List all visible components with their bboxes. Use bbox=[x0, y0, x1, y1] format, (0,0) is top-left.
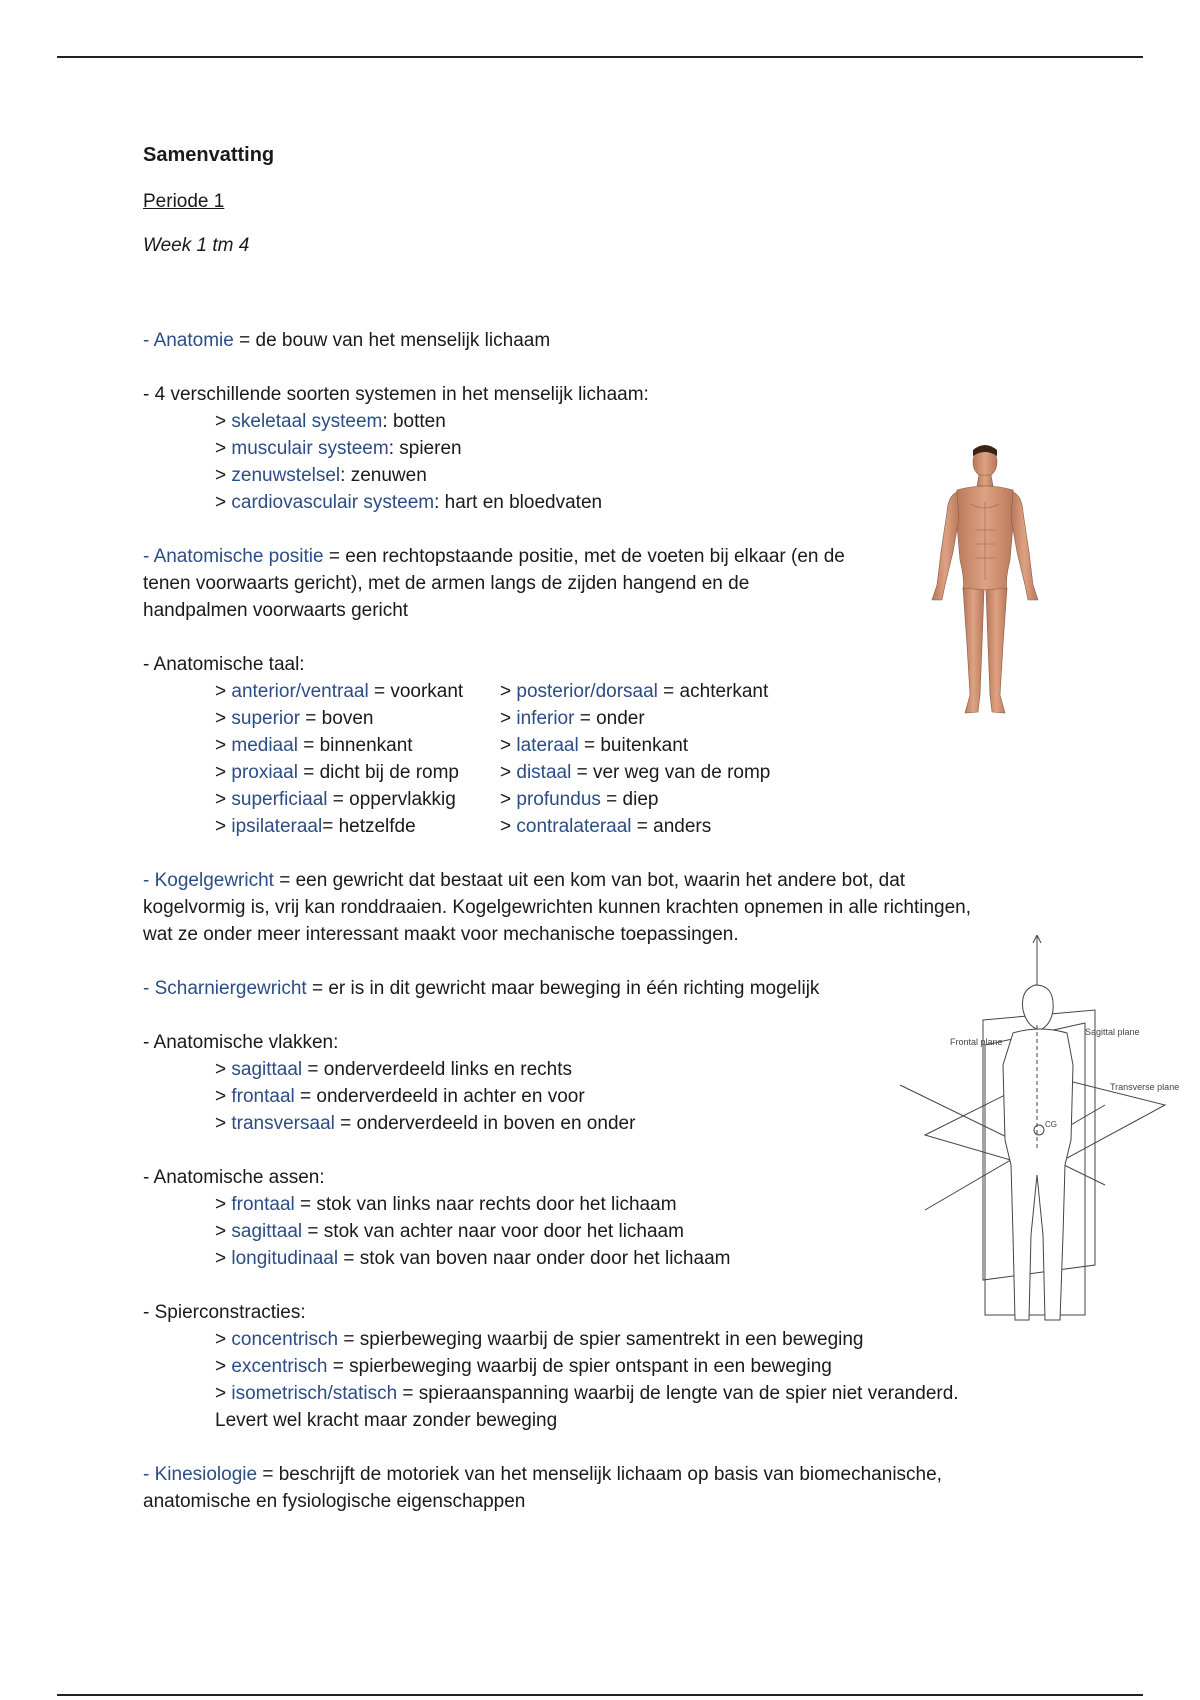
list-item: > ipsilateraal= hetzelfde bbox=[215, 816, 416, 837]
list-item: > posterior/dorsaal = achterkant bbox=[500, 681, 769, 702]
kogel-definition: - Kogelgewricht = een gewricht dat bestaat uit een kom van bot, waarin het andere bot, dat kogelvormig is, vrij kan ronddraaien. Kogelgewrichten kunnen krachten opnemen in alle richtingen, wat ze onder meer interessant maakt voor mechanische toepassingen. bbox=[143, 870, 972, 945]
positie-definition: - Anatomische positie = een rechtopstaande positie, met de voeten bij elkaar (en de tenen voorwaarts gericht), met de armen langs de zijden hangend en de handpalmen voorwaarts gericht bbox=[143, 546, 845, 621]
list-item: > frontaal = onderverdeeld in achter en voor bbox=[215, 1086, 585, 1107]
systems-heading: - 4 verschillende soorten systemen in het menselijk lichaam: bbox=[143, 384, 649, 405]
list-item: > concentrisch = spierbeweging waarbij de spier samentrekt in een beweging bbox=[215, 1329, 864, 1350]
vlakken-heading: - Anatomische vlakken: bbox=[143, 1032, 339, 1053]
assen-heading: - Anatomische assen: bbox=[143, 1167, 325, 1188]
scharnier-definition: - Scharniergewricht = er is in dit gewricht maar beweging in één richting mogelijk bbox=[143, 978, 820, 999]
anatomical-planes-diagram bbox=[895, 935, 1185, 1330]
spier-heading: - Spierconstracties: bbox=[143, 1302, 306, 1323]
taal-section bbox=[143, 651, 1043, 840]
week-heading: Week 1 tm 4 bbox=[143, 235, 250, 256]
list-item: > musculair systeem: spieren bbox=[215, 438, 462, 459]
list-item: > transversaal = onderverdeeld in boven en onder bbox=[215, 1113, 636, 1134]
list-item: > sagittaal = stok van achter naar voor door het lichaam bbox=[215, 1221, 684, 1242]
list-item: > excentrisch = spierbeweging waarbij de spier ontspant in een beweging bbox=[215, 1356, 832, 1377]
list-item: > mediaal = binnenkant bbox=[215, 735, 413, 756]
systems-section bbox=[143, 381, 1043, 516]
sagittal-plane-label: Sagittal plane bbox=[1085, 1027, 1140, 1037]
anatomical-position-figure bbox=[915, 440, 1055, 725]
list-item: > inferior = onder bbox=[500, 708, 645, 729]
list-item: > skeletaal systeem: botten bbox=[215, 411, 446, 432]
list-item: > distaal = ver weg van de romp bbox=[500, 762, 771, 783]
document-title: Samenvatting bbox=[143, 144, 275, 166]
list-item: > superior = boven bbox=[215, 708, 374, 729]
header-rule bbox=[57, 56, 1143, 58]
list-item: > profundus = diep bbox=[500, 789, 659, 810]
list-item: > frontaal = stok van links naar rechts door het lichaam bbox=[215, 1194, 677, 1215]
frontal-plane-label: Frontal plane bbox=[950, 1037, 1003, 1047]
cg-label: CG bbox=[1045, 1120, 1057, 1129]
footer-rule bbox=[57, 1694, 1143, 1696]
anatomie-definition: - Anatomie = de bouw van het menselijk lichaam bbox=[143, 330, 551, 351]
transverse-plane-label: Transverse plane bbox=[1110, 1082, 1180, 1092]
list-item: > cardiovasculair systeem: hart en bloedvaten bbox=[215, 492, 603, 513]
period-heading: Periode 1 bbox=[143, 191, 225, 212]
list-item: > sagittaal = onderverdeeld links en rechts bbox=[215, 1059, 573, 1080]
list-item: > anterior/ventraal = voorkant bbox=[215, 681, 464, 702]
taal-heading: - Anatomische taal: bbox=[143, 654, 305, 675]
taal-pairs bbox=[143, 678, 1043, 840]
kinesio-definition: - Kinesiologie = beschrijft de motoriek van het menselijk lichaam op basis van biomechanische, anatomische en fysiologische eigenschappen bbox=[143, 1464, 942, 1512]
list-item: > superficiaal = oppervlakkig bbox=[215, 789, 456, 810]
list-item: > proxiaal = dicht bij de romp bbox=[215, 762, 459, 783]
list-item: > zenuwstelsel: zenuwen bbox=[215, 465, 427, 486]
spier-extra: Levert wel kracht maar zonder beweging bbox=[215, 1410, 558, 1431]
list-item: > longitudinaal = stok van boven naar onder door het lichaam bbox=[215, 1248, 731, 1269]
list-item: > contralateraal = anders bbox=[500, 816, 712, 837]
list-item: > lateraal = buitenkant bbox=[500, 735, 689, 756]
list-item: > isometrisch/statisch = spieraanspanning waarbij de lengte van de spier niet veranderd. bbox=[215, 1383, 959, 1404]
